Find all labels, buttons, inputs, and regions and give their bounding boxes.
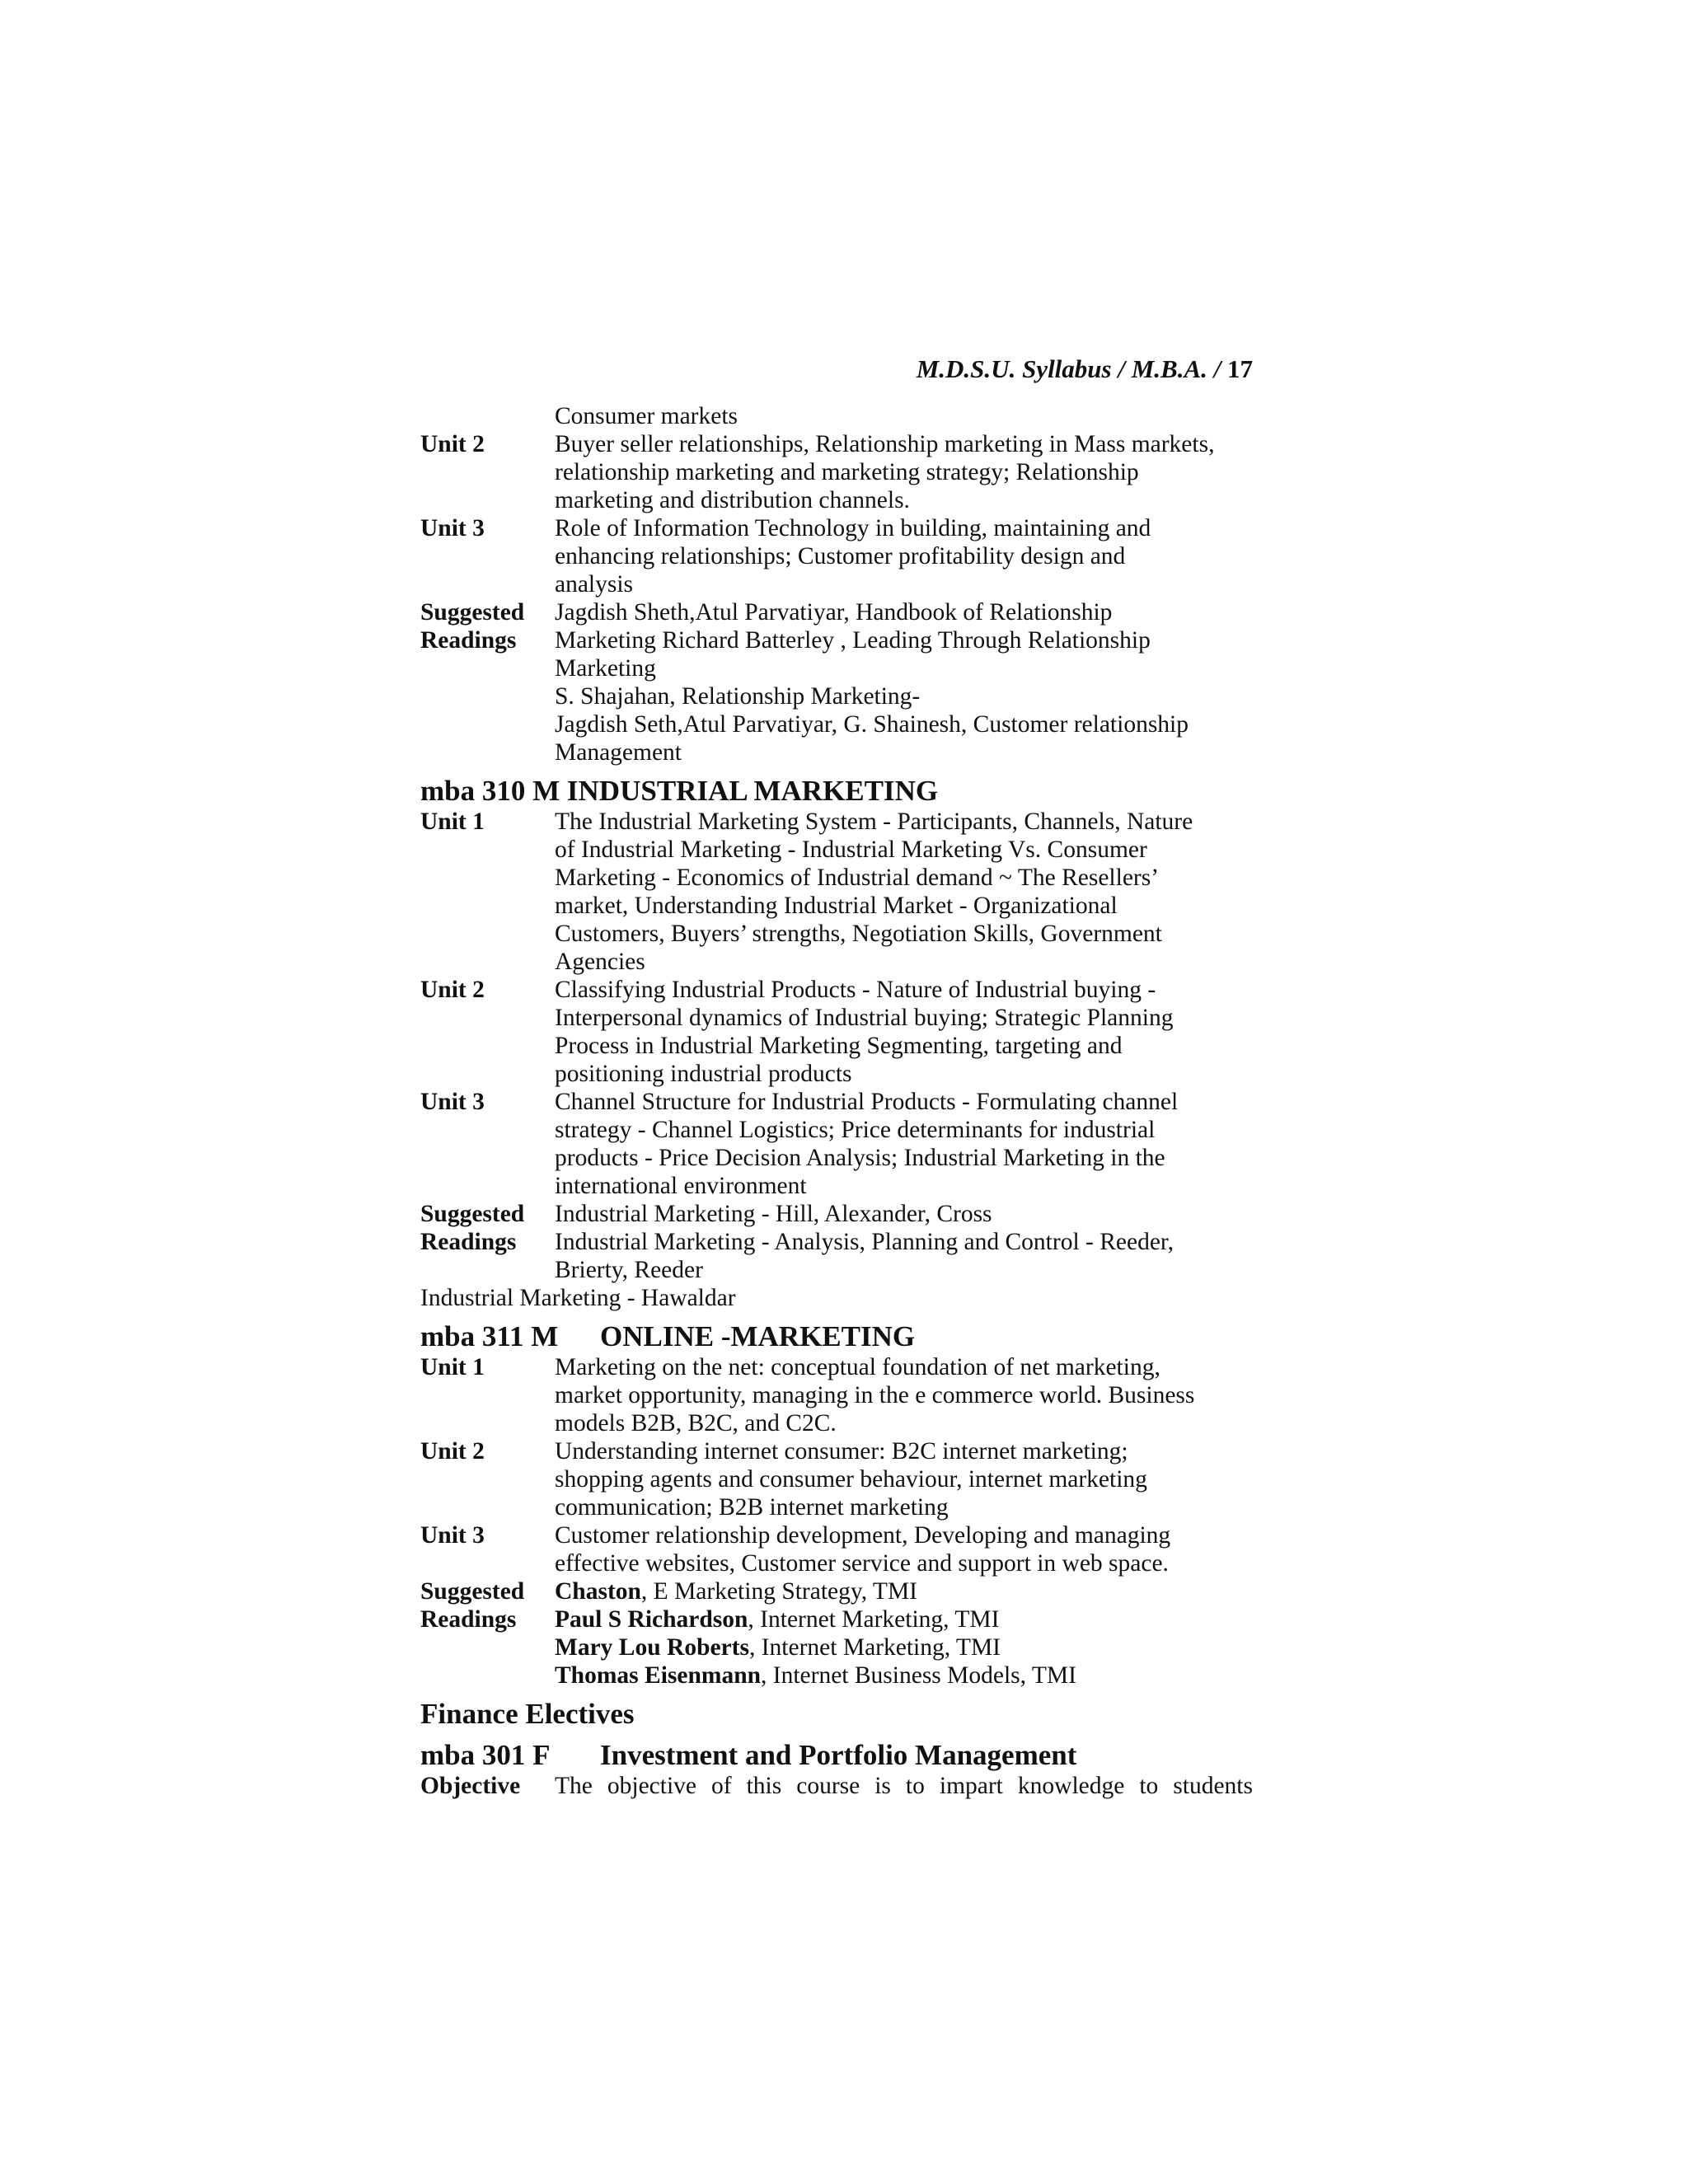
unit-text: Channel Structure for Industrial Products - Formulating channel strategy - Channel Logistics; Price determinants for industrial products - Price Decision Analysis; Industrial Marketing in the international environment xyxy=(555,1089,1179,1199)
continued-intro: Consumer markets xyxy=(555,403,738,429)
suggested-readings-block xyxy=(420,1200,1253,1284)
readings-text: Jagdish Sheth,Atul Parvatiyar, Handbook of Relationship Marketing Richard Batterley , Leading Through Relationship Marketing S. Shajahan, Relationship Marketing- Jagdish Seth,Atul Parvatiyar, G. Shainesh, Customer relationship Management xyxy=(555,599,1189,766)
course-heading-310 xyxy=(420,775,1253,808)
unit-3-block xyxy=(420,514,1253,598)
course-heading-311 xyxy=(420,1320,1253,1353)
course-code: mba 311 M xyxy=(420,1320,559,1352)
course-title: ONLINE -MARKETING xyxy=(600,1320,916,1352)
unit-text: Understanding internet consumer: B2C internet marketing; shopping agents and consumer behaviour, internet marketing communication; B2B internet marketing xyxy=(555,1438,1147,1521)
reading-extra: Industrial Marketing - Hawaldar xyxy=(420,1285,736,1311)
readings-label: Suggested Readings xyxy=(420,599,525,654)
unit-3-block xyxy=(420,1088,1253,1200)
unit-1-block xyxy=(420,1353,1253,1437)
running-head-title: M.D.S.U. Syllabus / M.B.A. / xyxy=(916,354,1221,383)
reading-item: Thomas Eisenmann, Internet Business Models, TMI xyxy=(555,1662,1076,1689)
unit-1-block xyxy=(420,808,1253,976)
unit-text: The Industrial Marketing System - Participants, Channels, Nature of Industrial Marketing - Industrial Marketing Vs. Consumer Marketing - Economics of Industrial demand ~ The Resellers’ market, Understanding Industrial Market - Organizational Customers, Buyers’ strengths, Negotiation Skills, Government Agencies xyxy=(555,808,1193,975)
course-title: Investment and Portfolio Management xyxy=(600,1739,1077,1771)
unit-text: Buyer seller relationships, Relationship marketing in Mass markets, relationship marketing and marketing strategy; Relationship marketing and distribution channels. xyxy=(555,431,1215,513)
readings-text xyxy=(555,1577,1253,1690)
unit-3-block xyxy=(420,1521,1253,1577)
readings-text: Industrial Marketing - Hill, Alexander, Cross Industrial Marketing - Analysis, Planning and Control - Reeder, Brierty, Reeder xyxy=(555,1201,1174,1283)
unit-label: Unit 2 xyxy=(420,431,485,457)
unit-label: Unit 3 xyxy=(420,1089,485,1115)
suggested-readings-block xyxy=(420,1577,1253,1690)
course-code: mba 301 F xyxy=(420,1739,551,1771)
readings-label: Suggested Readings xyxy=(420,1578,525,1633)
course-heading-301 xyxy=(420,1739,1253,1772)
unit-label: Unit 1 xyxy=(420,1354,485,1380)
unit-2-block xyxy=(420,1437,1253,1521)
reading-item: Paul S Richardson, Internet Marketing, TMI xyxy=(555,1606,1000,1633)
suggested-readings-block xyxy=(420,598,1253,766)
objective-text: The objective of this course is to impart knowledge to students xyxy=(555,1773,1253,1799)
unit-label: Unit 3 xyxy=(420,1522,485,1549)
unit-label: Unit 2 xyxy=(420,977,485,1003)
unit-text: Customer relationship development, Developing and managing effective websites, Customer service and support in web space. xyxy=(555,1522,1171,1577)
running-head xyxy=(420,353,1253,386)
unit-text: Role of Information Technology in building, maintaining and enhancing relationships; Customer profitability design and analysis xyxy=(555,515,1151,598)
reading-item: Mary Lou Roberts, Internet Marketing, TMI xyxy=(555,1634,1001,1661)
unit-label: Unit 2 xyxy=(420,1438,485,1465)
unit-text: Classifying Industrial Products - Nature of Industrial buying - Interpersonal dynamics of Industrial buying; Strategic Planning Process in Industrial Marketing Segmenting, targeting and positioning industrial products xyxy=(555,977,1174,1087)
unit-2-block xyxy=(420,976,1253,1088)
page-number: 17 xyxy=(1227,354,1253,383)
unit-2-block xyxy=(420,430,1253,514)
unit-label: Unit 1 xyxy=(420,808,485,835)
readings-label: Suggested Readings xyxy=(420,1201,525,1255)
objective-label: Objective xyxy=(420,1773,521,1799)
unit-label: Unit 3 xyxy=(420,515,485,541)
objective-block xyxy=(420,1772,1253,1800)
course-code: mba 310 M xyxy=(420,775,560,807)
reading-item: Chaston, E Marketing Strategy, TMI xyxy=(555,1578,918,1605)
syllabus-page xyxy=(420,353,1253,1800)
course-title: INDUSTRIAL MARKETING xyxy=(566,775,939,807)
section-heading-finance: Finance Electives xyxy=(420,1698,635,1730)
unit-text: Marketing on the net: conceptual foundation of net marketing, market opportunity, managing in the e commerce world. Business models B2B, B2C, and C2C. xyxy=(555,1354,1195,1436)
